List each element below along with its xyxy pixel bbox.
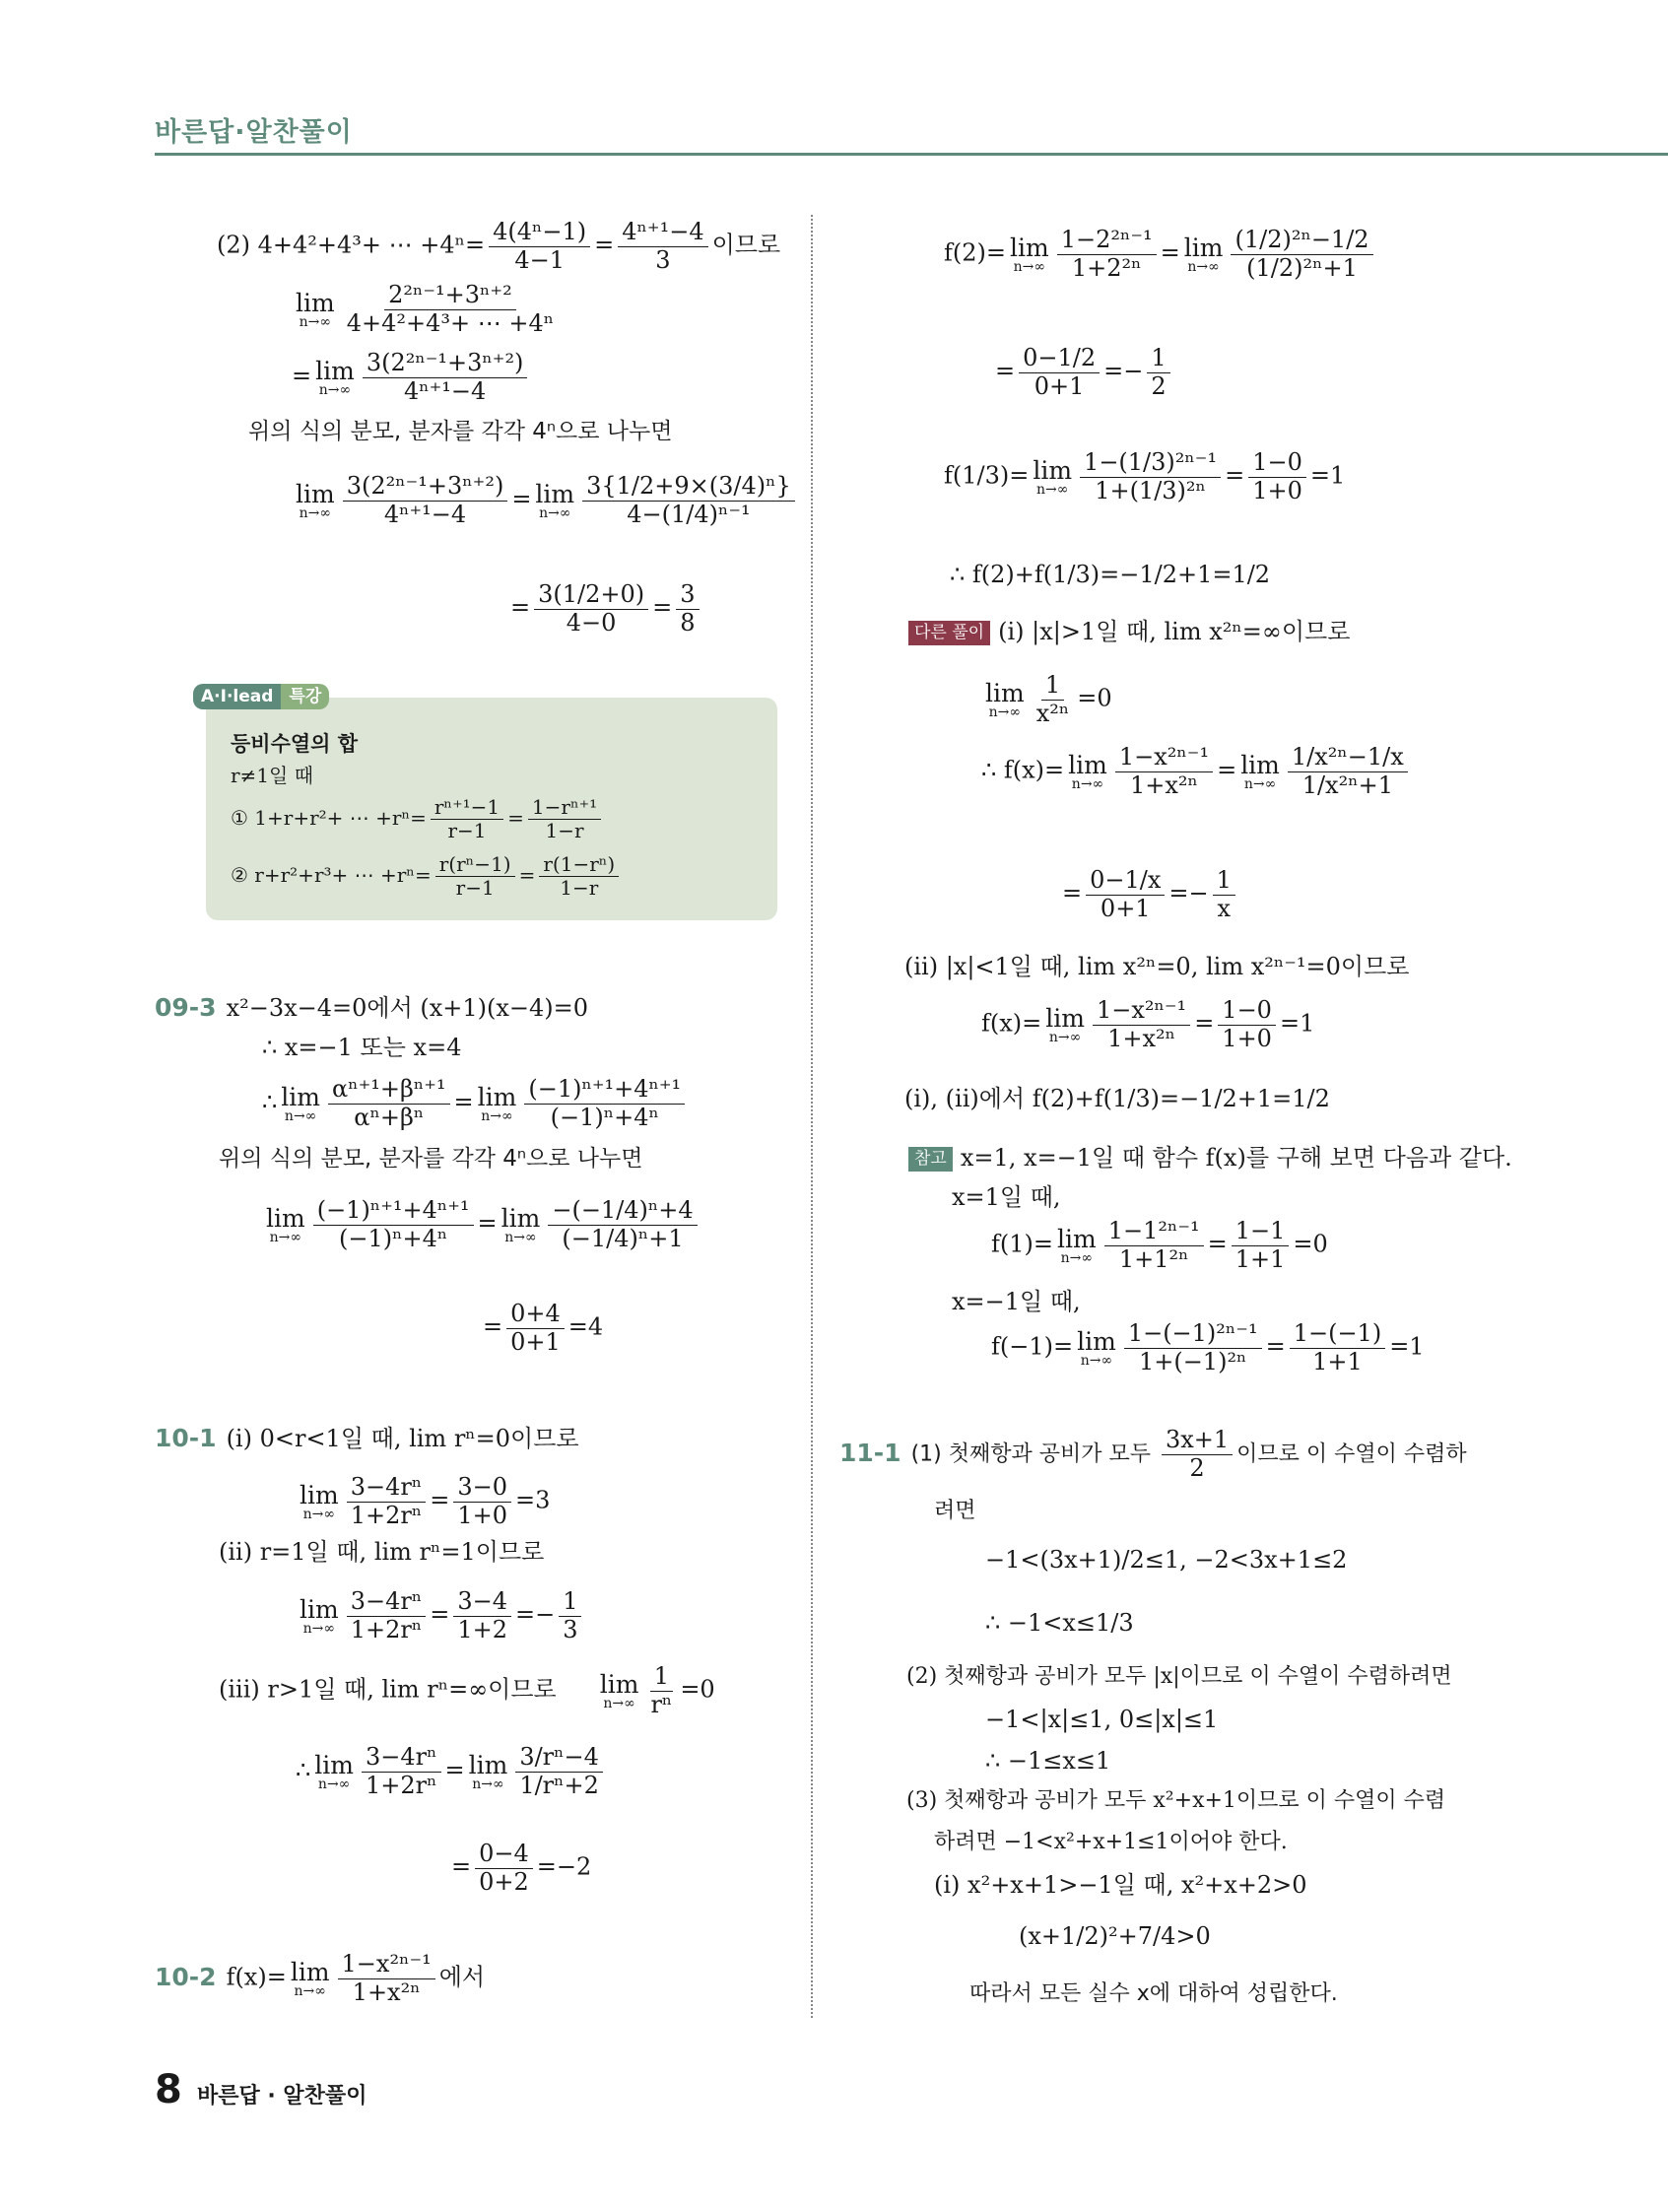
lead-condition: r≠1일 때 — [231, 764, 314, 787]
problem-number: 10-2 — [155, 1962, 217, 1991]
p101-line7: = $\frac{0-4}{0+2}$ =−2 — [451, 1840, 592, 1896]
p111-line10: (i) x²+x+1>−1일 때, x²+x+2>0 — [934, 1871, 1307, 1899]
p111-line5: (2) 첫째항과 공비가 모두 |x|이므로 이 수열이 수렴하려면 — [906, 1664, 1452, 1689]
p101-line2: lim n→∞ $\frac{\text{3−4rⁿ}}{\text{1+2rⁿ}}$ = $\frac{3-0}{1+0}$ =3 — [300, 1473, 551, 1529]
r-line2: = $\frac{0-1/2}{0+1}$ =− $\frac{1}{2}$ — [995, 345, 1174, 400]
p102-line1: 10-2 f(x)= lim n→∞ $\frac{\text{1−x²ⁿ⁻¹}}{\text{1+x²ⁿ}}$ 에서 — [155, 1950, 486, 2006]
p2-line4: 위의 식의 분모, 분자를 각각 4ⁿ으로 나누면 — [248, 419, 673, 444]
ref-line1: 참고 x=1, x=−1일 때 함수 f(x)를 구해 보면 다음과 같다. — [908, 1143, 1512, 1173]
alt-line7: (i), (ii)에서 f(2)+f(1/3)=−1/2+1=1/2 — [904, 1085, 1330, 1112]
p111-line12: 따라서 모든 실수 x에 대하여 성립한다. — [969, 1981, 1338, 2006]
alt-line6: f(x)= lim n→∞ $\frac{\text{1−x²ⁿ⁻¹}}{\text{1+x²ⁿ}}$ = $\frac{1-0}{1+0}$ =1 — [981, 996, 1315, 1052]
p101-line5: (iii) r>1일 때, lim rⁿ=∞이므로 lim n→∞ $\frac{1}{\text{rⁿ}}$ =0 — [219, 1662, 715, 1718]
p111-line3: −1<(3x+1)/2≤1, −2<3x+1≤2 — [985, 1546, 1348, 1574]
p111-line9: 하려면 −1<x²+x+1≤1이어야 한다. — [934, 1830, 1288, 1854]
alt-line5: (ii) |x|<1일 때, lim x²ⁿ=0, lim x²ⁿ⁻¹=0이므로 — [904, 953, 1410, 980]
header-rule — [155, 153, 1668, 156]
lead-formula-1: ① 1+r+r²+ ⋯ +rⁿ= $\frac{\text{rⁿ⁺¹−1}}{r-1}$ = $\frac{\text{1−rⁿ⁺¹}}{1-r}$ — [231, 796, 605, 842]
p111-line4: ∴ −1<x≤1/3 — [985, 1609, 1134, 1637]
p2-line5: lim n→∞ $\frac{\text{3(2²ⁿ⁻¹+3ⁿ⁺²)}}{\text{4ⁿ⁺¹−4}}$ = lim n→∞ $\frac{\text{3\{1/2+9×(3/4)ⁿ\}}}{\text{4−(1/4)ⁿ⁻¹}}$ — [292, 473, 799, 528]
p111-line2: 려면 — [934, 1499, 976, 1523]
footer-title: 바른답 · 알찬풀이 — [197, 2084, 367, 2109]
p111-line11: (x+1/2)²+7/4>0 — [1019, 1922, 1211, 1950]
alt-solution-tag: 다른 풀이 — [908, 621, 990, 645]
r-line3: f(1/3)= lim n→∞ $\frac{\text{1−(1/3)²ⁿ⁻¹}}{\text{1+(1/3)²ⁿ}}$ = $\frac{1-0}{1+0}$ =1 — [944, 448, 1346, 504]
p2-line2: lim n→∞ $\frac{\text{2²ⁿ⁻¹+3ⁿ⁺²}}{\text{4+4²+4³+ ⋯ +4ⁿ}}$ — [296, 281, 555, 337]
p093-line3: ∴ lim n→∞ $\frac{\text{αⁿ⁺¹+βⁿ⁺¹}}{\text{αⁿ+βⁿ}}$ = lim n→∞ $\frac{\text{(−1)ⁿ⁺¹+4ⁿ⁺¹}}{\text{(−1)ⁿ+4ⁿ}}$ — [262, 1076, 689, 1131]
lead-title: 등비수열의 합 — [231, 732, 359, 756]
ref-line5: f(−1)= lim n→∞ $\frac{\text{1−(−1)²ⁿ⁻¹}}{\text{1+(−1)²ⁿ}}$ = $\frac{1-(-1)}{1+1}$ =1 — [991, 1319, 1425, 1375]
p093-line4: 위의 식의 분모, 분자를 각각 4ⁿ으로 나누면 — [219, 1146, 643, 1172]
p101-line3: (ii) r=1일 때, lim rⁿ=1이므로 — [219, 1538, 545, 1566]
p093-line2: ∴ x=−1 또는 x=4 — [262, 1034, 462, 1061]
column-separator — [811, 215, 813, 2018]
page-number: 8 — [155, 2067, 182, 2112]
p101-line6: ∴ lim n→∞ $\frac{\text{3−4rⁿ}}{\text{1+2rⁿ}}$ = lim n→∞ $\frac{\text{3/rⁿ−4}}{\text{1/rⁿ+2}}$ — [296, 1744, 607, 1799]
ref-line4: x=−1일 때, — [952, 1288, 1081, 1315]
problem-number: 09-3 — [155, 993, 217, 1022]
ref-line3: f(1)= lim n→∞ $\frac{\text{1−1²ⁿ⁻¹}}{\text{1+1²ⁿ}}$ = $\frac{1-1}{1+1}$ =0 — [991, 1217, 1328, 1273]
p093-line6: = $\frac{0+4}{0+1}$ =4 — [483, 1300, 604, 1356]
p101-line1: 10-1 (i) 0<r<1일 때, lim rⁿ=0이므로 — [155, 1424, 579, 1452]
p093-line1: 09-3 x²−3x−4=0에서 (x+1)(x−4)=0 — [155, 993, 589, 1022]
alt-line1: 다른 풀이 (i) |x|>1일 때, lim x²ⁿ=∞이므로 — [908, 617, 1350, 646]
p111-line7: ∴ −1≤x≤1 — [985, 1747, 1111, 1775]
lead-badge: A·I·lead 특강 — [193, 682, 329, 706]
alt-line2: lim n→∞ $\frac{1}{\text{x²ⁿ}}$ =0 — [985, 671, 1112, 727]
problem-number: 11-1 — [839, 1438, 901, 1467]
p101-line4: lim n→∞ $\frac{\text{3−4rⁿ}}{\text{1+2rⁿ}}$ = $\frac{3-4}{1+2}$ =− $\frac{1}{3}$ — [296, 1588, 585, 1643]
p111-line1: 11-1 (1) 첫째항과 공비가 모두 $\frac{3x+1}{2}$ 이므로 이 수열이 수렴하 — [839, 1426, 1467, 1482]
ref-line2: x=1일 때, — [952, 1183, 1061, 1211]
problem-number: 10-1 — [155, 1424, 217, 1452]
p2-line6: = $\frac{3(1/2+0)}{4-0}$ = $\frac{3}{8}$ — [510, 581, 703, 637]
r-line1: f(2)= lim n→∞ $\frac{\text{1−2²ⁿ⁻¹}}{\text{1+2²ⁿ}}$ = lim n→∞ $\frac{\text{(1/2)²ⁿ−1/2}}{\text{(1/2)²ⁿ+1}}$ — [944, 227, 1377, 282]
lead-formula-2: ② r+r²+r³+ ⋯ +rⁿ= $\frac{\text{r(rⁿ−1)}}{r-1}$ = $\frac{\text{r(1−rⁿ)}}{1-r}$ — [231, 853, 623, 900]
p2-line1: (2) 4+4²+4³+ ⋯ +4ⁿ= $\frac{\text{4(4ⁿ−1)}}{4-1}$ = $\frac{\text{4ⁿ⁺¹−4}}{3}$ 이므로 — [217, 218, 781, 274]
header-title: 바른답·알찬풀이 — [155, 117, 353, 148]
p093-line5: lim n→∞ $\frac{\text{(−1)ⁿ⁺¹+4ⁿ⁺¹}}{\text{(−1)ⁿ+4ⁿ}}$ = lim n→∞ $\frac{\text{−(−1/4)ⁿ+4}}{\text{(−1/4)ⁿ+1}}$ — [262, 1197, 701, 1252]
reference-tag: 참고 — [908, 1147, 953, 1172]
p111-line6: −1<|x|≤1, 0≤|x|≤1 — [985, 1706, 1219, 1733]
p111-line8: (3) 첫째항과 공비가 모두 x²+x+1이므로 이 수열이 수렴 — [906, 1788, 1446, 1813]
alt-line4: = $\frac{0-1/x}{0+1}$ =− $\frac{1}{x}$ — [1062, 867, 1239, 922]
alt-line3: ∴ f(x)= lim n→∞ $\frac{\text{1−x²ⁿ⁻¹}}{\text{1+x²ⁿ}}$ = lim n→∞ $\frac{\text{1/x²ⁿ−1/x}}{\text{1/x²ⁿ+1}}$ — [981, 744, 1412, 799]
r-line4: ∴ f(2)+f(1/3)=−1/2+1=1/2 — [950, 561, 1271, 588]
p2-line3: = lim n→∞ $\frac{\text{3(2²ⁿ⁻¹+3ⁿ⁺²)}}{\text{4ⁿ⁺¹−4}}$ — [292, 350, 531, 405]
